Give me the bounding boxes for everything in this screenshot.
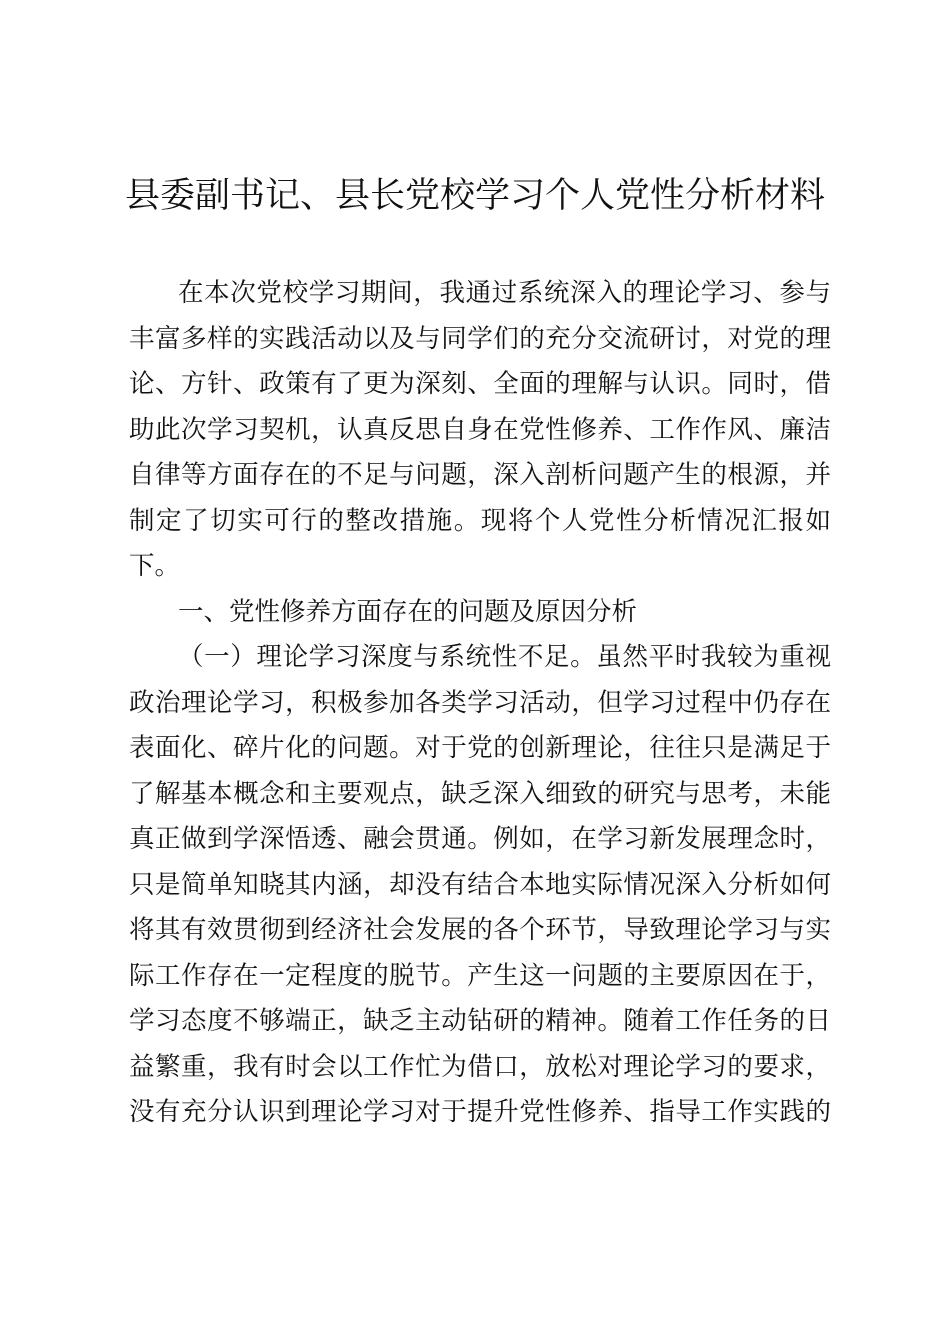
paragraph-line: 在本次党校学习期间，我通过系统深入的理论学习、参与	[178, 278, 831, 308]
paragraph-line: 政治理论学习，积极参加各类学习活动，但学习过程中仍存在	[129, 687, 831, 718]
paragraph-line: （一）理论学习深度与系统性不足。虽然平时我较为重视	[178, 642, 831, 672]
document-body	[129, 271, 831, 1136]
paragraph-line: 丰富多样的实践活动以及与同学们的充分交流研讨，对党的理	[129, 323, 831, 354]
paragraph-line: 了解基本概念和主要观点，缺乏深入细致的研究与思考，未能	[129, 778, 831, 809]
paragraph-line: 只是简单知晓其内涵，却没有结合本地实际情况深入分析如何	[129, 869, 831, 900]
paragraph-line: 助此次学习契机，认真反思自身在党性修养、工作作风、廉洁	[129, 414, 831, 445]
paragraph-line: 际工作存在一定程度的脱节。产生这一问题的主要原因在于，	[129, 960, 831, 991]
document-title: 县委副书记、县长党校学习个人党性分析材料	[124, 176, 825, 216]
paragraph-line: 表面化、碎片化的问题。对于党的创新理论，往往只是满足于	[129, 733, 831, 763]
paragraph-line: 将其有效贯彻到经济社会发展的各个环节，导致理论学习与实	[129, 915, 831, 945]
paragraph-line: 制定了切实可行的整改措施。现将个人党性分析情况汇报如	[129, 505, 831, 536]
paragraph-line: 论、方针、政策有了更为深刻、全面的理解与认识。同时，借	[129, 369, 831, 399]
section-heading: 一、党性修养方面存在的问题及原因分析	[178, 596, 638, 627]
paragraph-line: 没有充分认识到理论学习对于提升党性修养、指导工作实践的	[129, 1097, 831, 1127]
paragraph-line: 自律等方面存在的不足与问题，深入剖析问题产生的根源，并	[129, 460, 831, 490]
paragraph-line: 学习态度不够端正，缺乏主动钻研的精神。随着工作任务的日	[129, 1006, 831, 1036]
paragraph-line: 下。	[129, 551, 181, 581]
paragraph-line: 益繁重，我有时会以工作忙为借口，放松对理论学习的要求，	[129, 1051, 831, 1082]
paragraph-line: 真正做到学深悟透、融会贯通。例如，在学习新发展理念时，	[129, 824, 831, 854]
